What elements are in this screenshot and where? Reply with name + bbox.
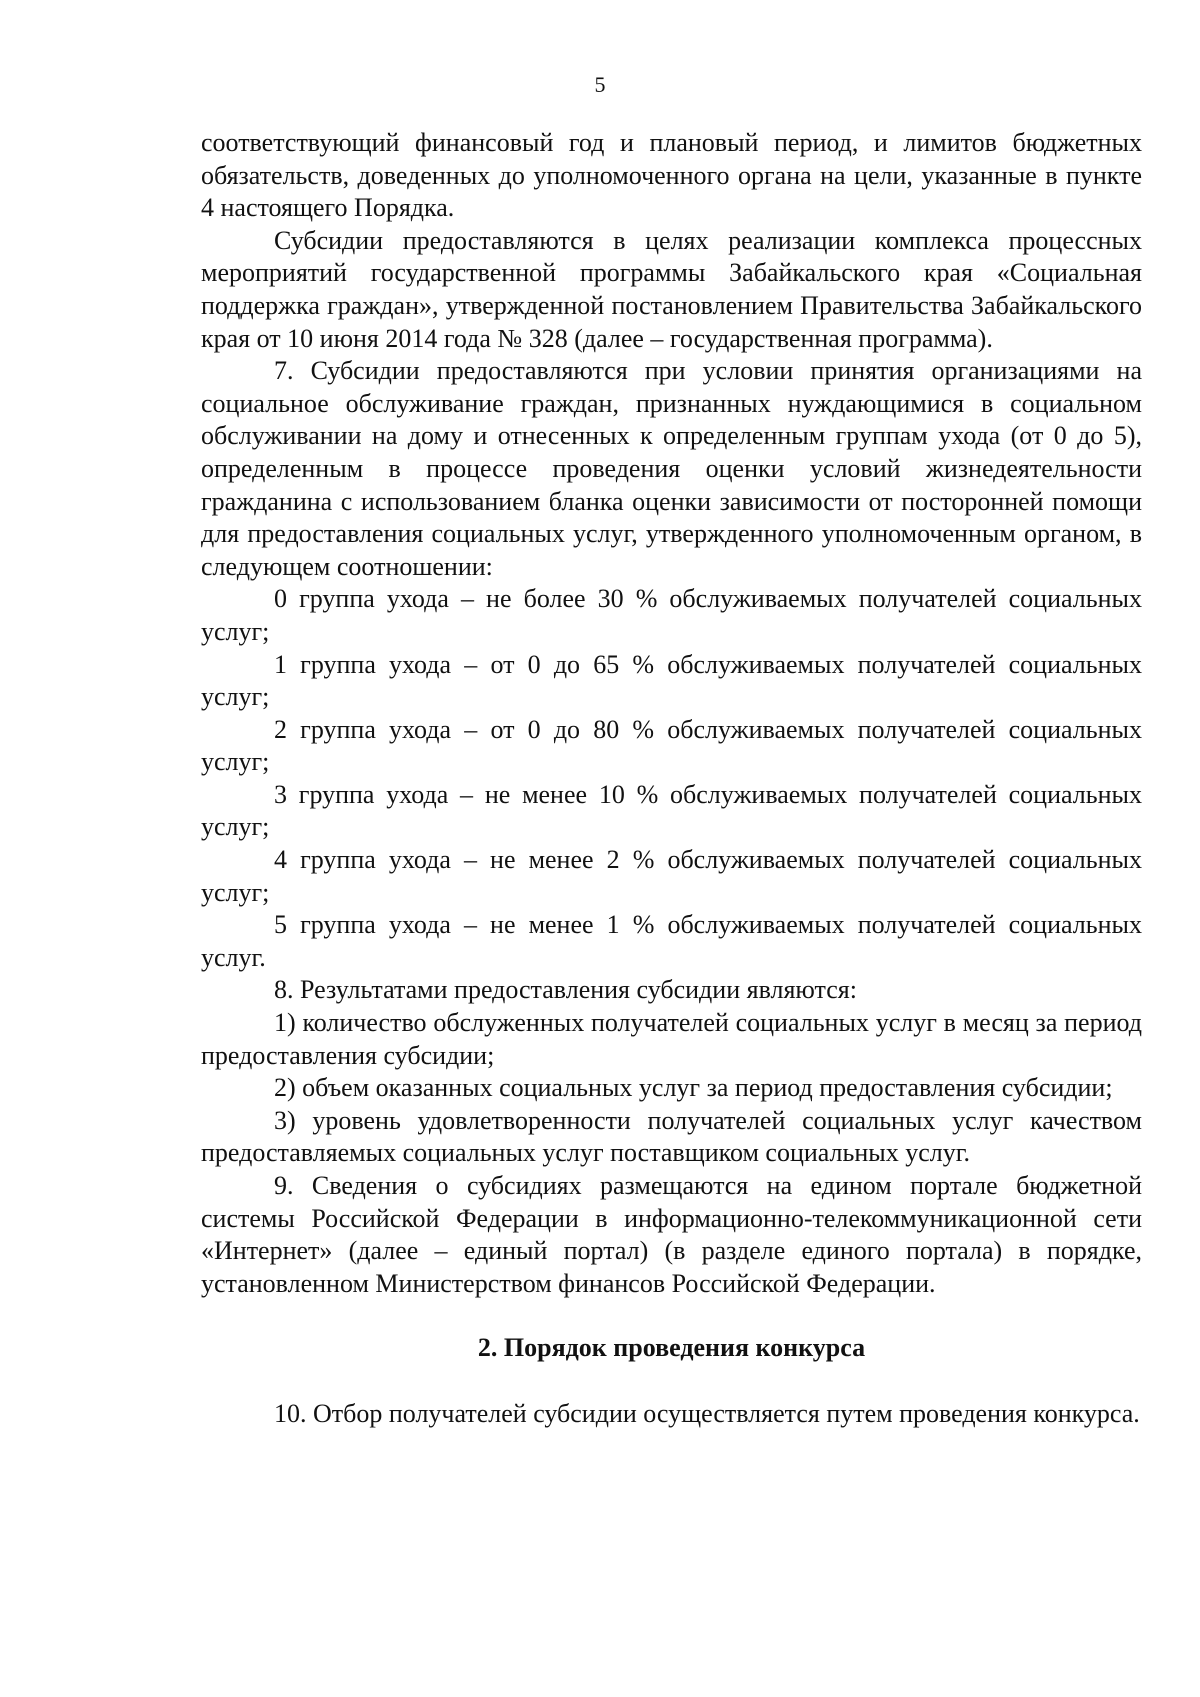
paragraph-subsidy-purpose: Субсидии предоставляются в целях реализации комплекса процессных мероприятий государственной программы Забайкальского края «Социальная поддержка граждан», утвержденной постановлением Правительства Забайкальского края от 10 июня 2014 года № 328 (далее – государственная программа). — [201, 225, 1142, 353]
paragraph-clause-10: 10. Отбор получателей субсидии осуществляется путем проведения конкурса. — [274, 1398, 1140, 1428]
list-item-result-1: 1) количество обслуженных получателей социальных услуг в месяц за период предоставления субсидии; — [201, 1008, 1142, 1070]
page-number: 5 — [594, 72, 606, 97]
paragraph-clause-7: 7. Субсидии предоставляются при условии принятия организациями на социальное обслуживание граждан, признанных нуждающимися в социальном обслуживании на дому и отнесенных к определенным группам ухода (от 0 до 5), определенным в процессе проведения оценки условий жизнедеятельности гражданина с использованием бланка оценки зависимости от посторонней помощи для предоставления социальных услуг, утвержденного уполномоченным органом, в следующем соотношении: — [201, 356, 1142, 581]
list-item-result-2: 2) объем оказанных социальных услуг за период предоставления субсидии; — [274, 1073, 1113, 1103]
list-item-care-group-2: 2 группа ухода – от 0 до 80 % обслуживаемых получателей социальных услуг; — [201, 714, 1142, 777]
list-item-care-group-4: 4 группа ухода – не менее 2 % обслуживаемых получателей социальных услуг; — [201, 845, 1142, 907]
list-item-care-group-5: 5 группа ухода – не менее 1 % обслуживаемых получателей социальных услуг. — [201, 910, 1142, 972]
list-item-care-group-3: 3 группа ухода – не менее 10 % обслуживаемых получателей социальных услуг; — [201, 779, 1142, 842]
list-item-care-group-1: 1 группа ухода – от 0 до 65 % обслуживаемых получателей социальных услуг; — [201, 649, 1142, 712]
list-item-care-group-0: 0 группа ухода – не более 30 % обслуживаемых получателей социальных услуг; — [201, 584, 1142, 646]
paragraph-continuation: соответствующий финансовый год и плановый период, и лимитов бюджетных обязательств, доведенных до уполномоченного органа на цели, указанные в пункте 4 настоящего Порядка. — [201, 128, 1142, 223]
paragraph-clause-9: 9. Сведения о субсидиях размещаются на едином портале бюджетной системы Российской Федерации в информационно-телекоммуникационной сети «Интернет» (далее – единый портал) (в разделе единого портала) в порядке, установленном Министерством финансов Российской Федерации. — [201, 1171, 1142, 1298]
section-heading: 2. Порядок проведения конкурса — [477, 1333, 866, 1363]
list-item-result-3: 3) уровень удовлетворенности получателей социальных услуг качеством предоставляемых социальных услуг поставщиком социальных услуг. — [201, 1105, 1142, 1168]
document-body — [201, 127, 1142, 1431]
paragraph-clause-8: 8. Результатами предоставления субсидии являются: — [274, 975, 857, 1005]
